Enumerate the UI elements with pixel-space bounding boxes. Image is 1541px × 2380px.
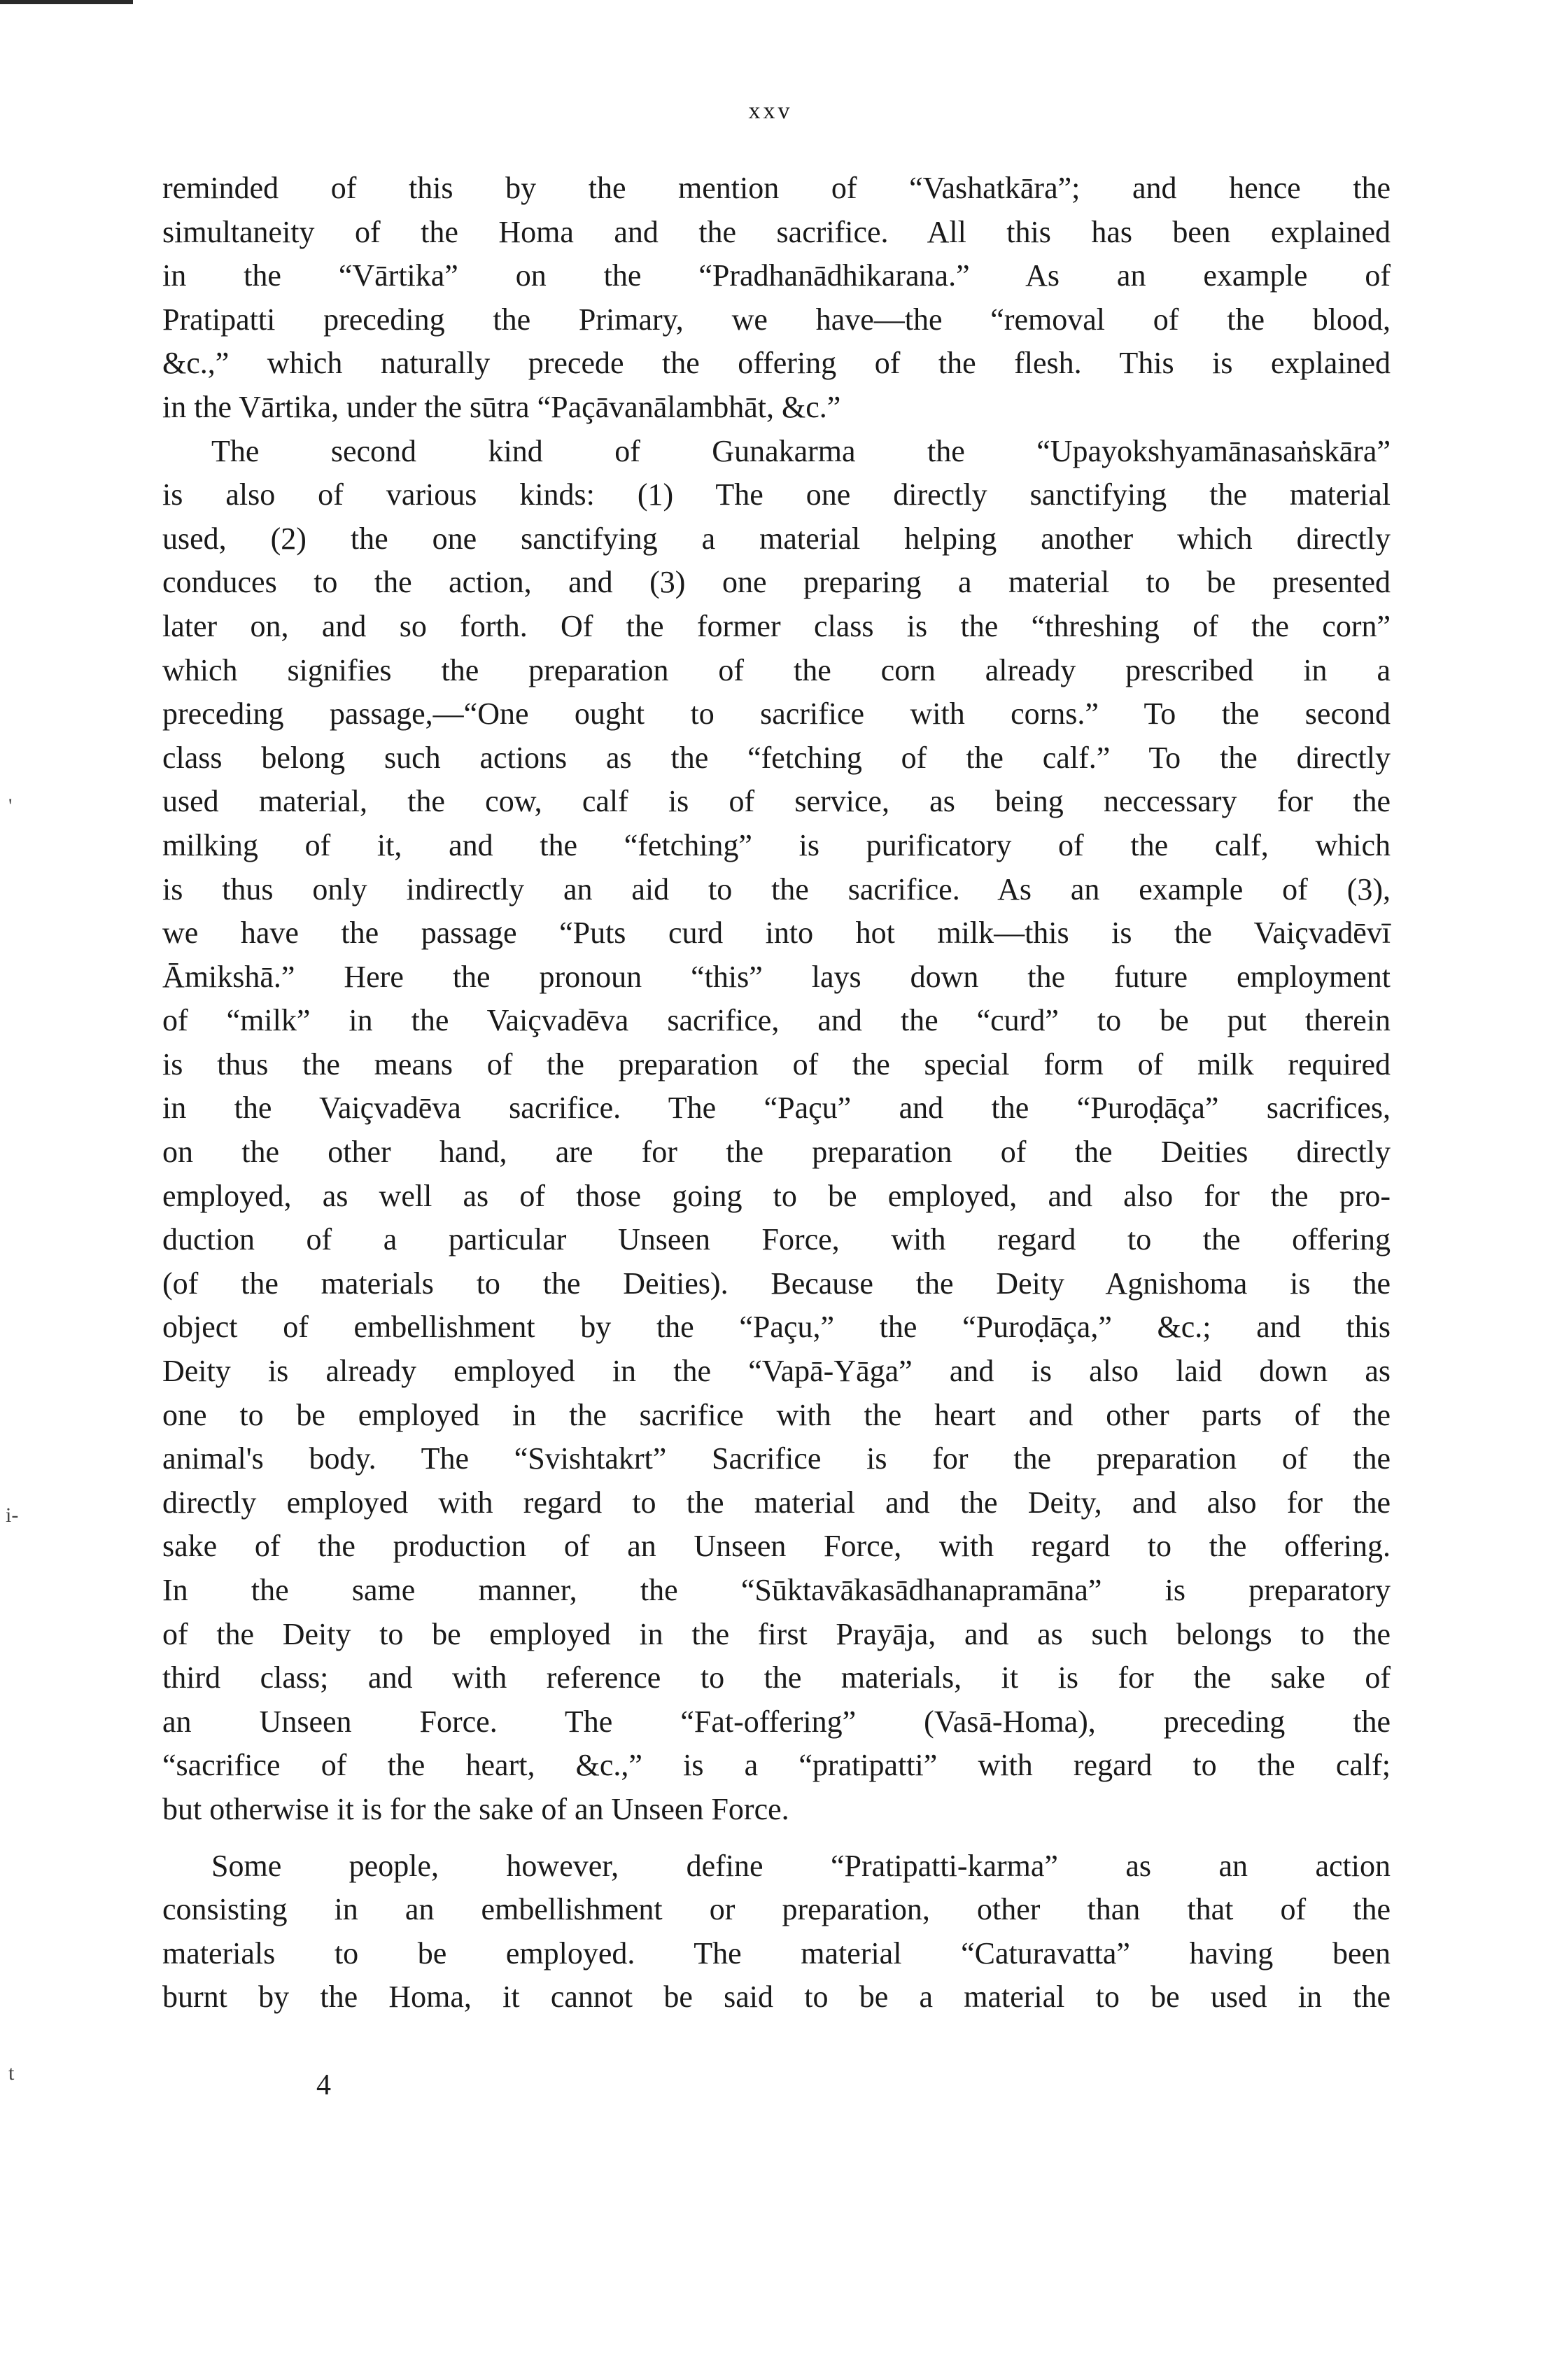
text-line: employed, as well as of those going to be employed, and also for the pro- [162, 1178, 1391, 1213]
scan-edge-mark [0, 0, 133, 4]
signature-mark: 4 [316, 2069, 331, 2101]
text-line: used, (2) the one sanctifying a material helping another which directly [162, 521, 1391, 556]
text-line: preceding passage,—“One ought to sacrifice with corns.” To the second [162, 696, 1391, 732]
text-line: (of the materials to the Deities). Because the Deity Agnishoma is the [162, 1266, 1391, 1301]
margin-mark: t [8, 2062, 15, 2085]
text-line: of “milk” in the Vaiçvadēva sacrifice, and the “curd” to be put therein [162, 1003, 1391, 1038]
text-line: Āmikshā.” Here the pronoun “this” lays down the future employment [162, 959, 1391, 994]
body-text [162, 167, 1391, 2019]
text-line: is thus the means of the preparation of the special form of milk required [162, 1046, 1391, 1082]
text-line: burnt by the Homa, it cannot be said to be a material to be used in the [162, 1980, 1391, 2015]
text-line: In the same manner, the “Sūktavākasādhanapramāna” is preparatory [162, 1573, 1391, 1607]
margin-mark: i- [6, 1504, 19, 1527]
text-line: “sacrifice of the heart, &c.,” is a “pratipatti” with regard to the calf; [162, 1748, 1391, 1783]
text-line: is also of various kinds: (1) The one directly sanctifying the material [162, 477, 1391, 512]
text-line: which signifies the preparation of the corn already prescribed in a [162, 652, 1391, 687]
text-line: materials to be employed. The material “Caturavatta” having been [162, 1935, 1391, 1970]
margin-mark: ' [8, 794, 13, 818]
text-line: consisting in an embellishment or preparation, other than that of the [162, 1892, 1391, 1927]
text-line: in the “Vārtika” on the “Pradhanādhikarana.” As an example of [162, 258, 1391, 293]
text-line: an Unseen Force. The “Fat-offering” (Vasā-Homa), preceding the [162, 1704, 1391, 1739]
text-line: on the other hand, are for the preparation of the Deities directly [162, 1135, 1391, 1170]
text-line: we have the passage “Puts curd into hot milk—this is the Vaiçvadēvī [162, 916, 1391, 951]
text-line: of the Deity to be employed in the first Prayāja, and as such belongs to the [162, 1616, 1391, 1651]
text-line: in the Vaiçvadēva sacrifice. The “Paçu” and the “Puroḍāça” sacrifices, [162, 1091, 1391, 1126]
text-line: used material, the cow, calf is of service, as being neccessary for the [162, 784, 1391, 819]
text-line: object of embellishment by the “Paçu,” the “Puroḍāça,” &c.; and this [162, 1310, 1391, 1345]
text-line: Pratipatti preceding the Primary, we have—the “removal of the blood, [162, 302, 1391, 337]
page-number: xxv [748, 98, 793, 124]
text-line: in the Vārtika, under the sūtra “Paçāvanālambhāt, &c.” [162, 389, 841, 424]
text-line: milking of it, and the “fetching” is purificatory of the calf, which [162, 827, 1391, 862]
text-line: but otherwise it is for the sake of an Unseen Force. [162, 1791, 789, 1826]
text-line: Deity is already employed in the “Vapā-Yāga” and is also laid down as [162, 1354, 1391, 1389]
text-line: Some people, however, define “Pratipatti-karma” as an action [211, 1848, 1391, 1883]
text-line: The second kind of Gunakarma the “Upayokshyamānasaṅskāra” [211, 433, 1391, 468]
text-line: later on, and so forth. Of the former class is the “threshing of the corn” [162, 608, 1391, 643]
text-line: conduces to the action, and (3) one preparing a material to be presented [162, 565, 1391, 600]
text-line: simultaneity of the Homa and the sacrifice. All this has been explained [162, 214, 1391, 249]
text-line: &c.,” which naturally precede the offering of the flesh. This is explained [162, 346, 1391, 381]
text-line: sake of the production of an Unseen Force, with regard to the offering. [162, 1529, 1391, 1564]
text-line: is thus only indirectly an aid to the sacrifice. As an example of (3), [162, 872, 1391, 906]
text-line: duction of a particular Unseen Force, with regard to the offering [162, 1222, 1391, 1257]
text-line: reminded of this by the mention of “Vashatkāra”; and hence the [162, 171, 1391, 205]
text-line: animal's body. The “Svishtakrt” Sacrifice is for the preparation of the [162, 1441, 1391, 1476]
text-line: class belong such actions as the “fetching of the calf.” To the directly [162, 740, 1391, 775]
text-line: one to be employed in the sacrifice with the heart and other parts of the [162, 1397, 1391, 1432]
text-line: third class; and with reference to the materials, it is for the sake of [162, 1660, 1391, 1695]
text-line: directly employed with regard to the material and the Deity, and also for the [162, 1485, 1391, 1520]
